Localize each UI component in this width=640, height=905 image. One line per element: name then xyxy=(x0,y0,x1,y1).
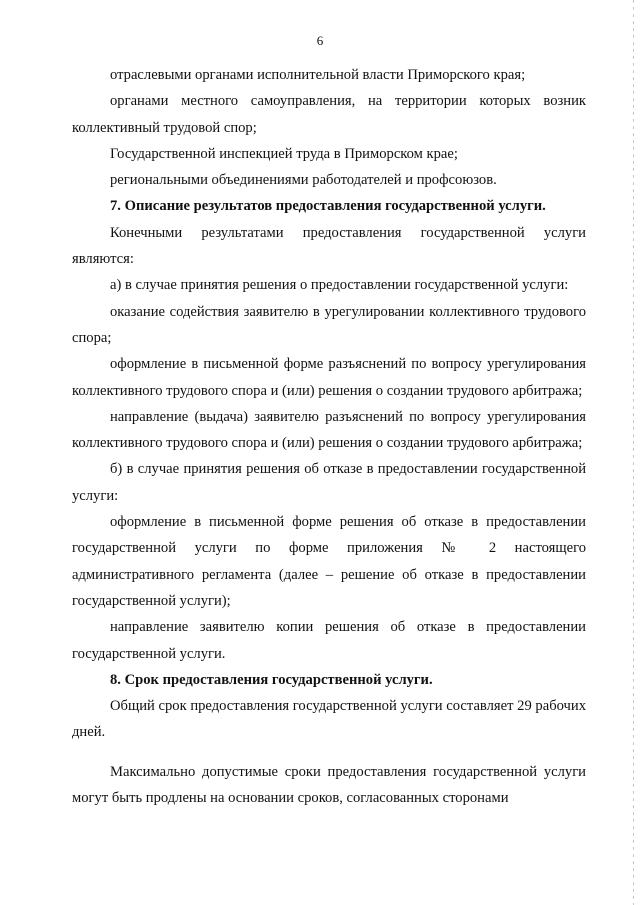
paragraph: а) в случае принятия решения о предоставлении государственной услуги: xyxy=(110,277,569,294)
section-heading: 7. Описание результатов предоставления государственной услуги. xyxy=(110,198,546,215)
paragraph: направление (выдача) заявителю разъяснений по вопросу урегулирования коллективного трудового спора и (или) решения о создании трудового арбитража; xyxy=(72,408,586,452)
paragraph: б) в случае принятия решения об отказе в предоставлении государственной услуги: xyxy=(72,461,586,504)
section-heading: 8. Срок предоставления государственной услуги. xyxy=(110,671,433,688)
paragraph: оформление в письменной форме разъяснений по вопросу урегулирования коллективного трудового спора и (или) решения о создании трудового арбитража; xyxy=(72,356,586,399)
paragraph: Конечными результатами предоставления государственной услуги являются: xyxy=(72,224,586,268)
page-number: 6 xyxy=(316,33,324,48)
scan-edge-line xyxy=(633,0,634,905)
list-item: органами местного самоуправления, на территории которых возник коллективный трудовой спор; xyxy=(72,93,586,136)
paragraph: Максимально допустимые сроки предоставления государственной услуги могут быть продлены на основании сроков, согласованных сторонами xyxy=(72,763,586,807)
list-item: Государственной инспекцией труда в Приморском крае; xyxy=(110,145,458,162)
list-item: региональными объединениями работодателей и профсоюзов. xyxy=(110,172,497,189)
document-body xyxy=(72,62,586,811)
paragraph: оформление в письменной форме решения об отказе в предоставлении государственной услуги по форме приложения № 2 настоящего административного регламента (далее – решение об отказе в предоставлении государственной услуги); xyxy=(72,514,586,609)
paragraph: оказание содействия заявителю в урегулировании коллективного трудового спора; xyxy=(72,303,586,346)
paragraph: направление заявителю копии решения об отказе в предоставлении государственной услуги. xyxy=(72,619,586,662)
list-item: отраслевыми органами исполнительной власти Приморского края; xyxy=(110,67,526,83)
paragraph: Общий срок предоставления государственной услуги составляет 29 рабочих дней. xyxy=(72,698,586,741)
